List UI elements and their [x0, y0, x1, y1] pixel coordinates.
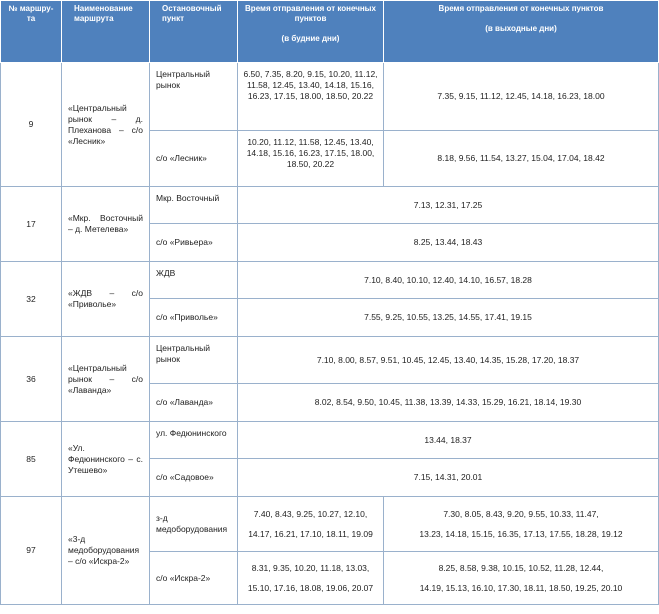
stop-name: с/о «Лесник» — [150, 131, 238, 187]
all-days-times: 7.55, 9.25, 10.55, 13.25, 14.55, 17.41, 19.15 — [238, 299, 659, 337]
weekend-times — [384, 497, 659, 552]
table-row — [1, 187, 659, 224]
table-row — [1, 262, 659, 299]
table-row — [1, 337, 659, 384]
table-row — [1, 497, 659, 552]
all-days-times: 7.10, 8.40, 10.10, 12.40, 14.10, 16.57, 18.28 — [238, 262, 659, 299]
stop-name: с/о «Искра-2» — [150, 552, 238, 605]
weekend-times-part-1: 8.25, 8.58, 9.38, 10.15, 10.52, 11.28, 12.44, — [438, 562, 604, 573]
route-number: 32 — [1, 262, 62, 337]
weekend-times-part-2: 13.23, 14.18, 15.15, 16.35, 17.13, 17.55, 18.28, 19.12 — [419, 528, 623, 539]
header-route-number: № маршру-та — [1, 1, 62, 63]
all-days-times: 13.44, 18.37 — [238, 422, 659, 459]
weekend-times: 8.18, 9.56, 11.54, 13.27, 15.04, 17.04, 18.42 — [384, 131, 659, 187]
stop-name: Мкр. Восточный — [150, 187, 238, 224]
route-name: «ЖДВ – с/о «Приволье» — [62, 262, 150, 337]
table-row — [1, 422, 659, 459]
stop-name: ЖДВ — [150, 262, 238, 299]
weekday-times: 10.20, 11.12, 11.58, 12.45, 13.40, 14.18, 15.16, 16.23, 17.15, 18.00, 18.50, 20.22 — [238, 131, 384, 187]
stop-name: Центральный рынок — [150, 63, 238, 131]
stop-name: з-д медоборудования — [150, 497, 238, 552]
route-name: «Центральный рынок – д. Плеханова – с/о «Лесник» — [62, 63, 150, 187]
route-name: «Мкр. Восточный – д. Метелева» — [62, 187, 150, 262]
stop-name: ул. Федюнинского — [150, 422, 238, 459]
weekday-times: 6.50, 7.35, 8.20, 9.15, 10.20, 11.12, 11.58, 12.45, 13.40, 14.18, 15.16, 16.23, 17.15, 18.00, 18.50, 20.22 — [238, 63, 384, 131]
stop-name: с/о «Ривьера» — [150, 224, 238, 262]
route-number: 9 — [1, 63, 62, 187]
route-number: 85 — [1, 422, 62, 497]
weekend-times-part-2: 14.19, 15.13, 16.10, 17.30, 18.11, 18.50, 19.25, 20.10 — [419, 582, 623, 593]
weekday-times — [238, 552, 384, 605]
table-row — [1, 63, 659, 131]
stop-name: с/о «Садовое» — [150, 459, 238, 497]
stop-name: Центральный рынок — [150, 337, 238, 384]
weekday-times-part-1: 7.40, 8.43, 9.25, 10.27, 12.10, — [253, 508, 368, 519]
header-weekend-times: Время отправления от конечных пунктов (в выходные дни) — [384, 1, 659, 63]
all-days-times: 7.15, 14.31, 20.01 — [238, 459, 659, 497]
weekend-times-part-1: 7.30, 8.05, 8.43, 9.20, 9.55, 10.33, 11.47, — [443, 508, 599, 519]
weekday-times — [238, 497, 384, 552]
all-days-times: 7.13, 12.31, 17.25 — [238, 187, 659, 224]
route-number: 97 — [1, 497, 62, 605]
weekday-times-part-2: 15.10, 17.16, 18.08, 19.06, 20.07 — [247, 582, 374, 593]
header-row — [1, 1, 659, 63]
weekday-times-part-2: 14.17, 16.21, 17.10, 18.11, 19.09 — [248, 528, 373, 539]
all-days-times: 7.10, 8.00, 8.57, 9.51, 10.45, 12.45, 13.40, 14.35, 15.28, 17.20, 18.37 — [238, 337, 659, 384]
weekend-times: 7.35, 9.15, 11.12, 12.45, 14.18, 16.23, 18.00 — [384, 63, 659, 131]
stop-name: с/о «Лаванда» — [150, 384, 238, 422]
header-weekday-times: Время отправления от конечных пунктов (в будние дни) — [238, 1, 384, 63]
route-name: «Ул. Федюнинского – с. Утешево» — [62, 422, 150, 497]
route-name: «3-д медоборудования – с/о «Искра-2» — [62, 497, 150, 605]
route-number: 17 — [1, 187, 62, 262]
weekday-times-part-1: 8.31, 9.35, 10.20, 11.18, 13.03, — [251, 562, 370, 573]
route-name: «Центральный рынок – с/о «Лаванда» — [62, 337, 150, 422]
header-route-name: Наименование маршрута — [62, 1, 150, 63]
weekend-times — [384, 552, 659, 605]
stop-name: с/о «Приволье» — [150, 299, 238, 337]
all-days-times: 8.25, 13.44, 18.43 — [238, 224, 659, 262]
route-number: 36 — [1, 337, 62, 422]
header-stop: Остановочный пункт — [150, 1, 238, 63]
all-days-times: 8.02, 8.54, 9.50, 10.45, 11.38, 13.39, 14.33, 15.29, 16.21, 18.14, 19.30 — [238, 384, 659, 422]
